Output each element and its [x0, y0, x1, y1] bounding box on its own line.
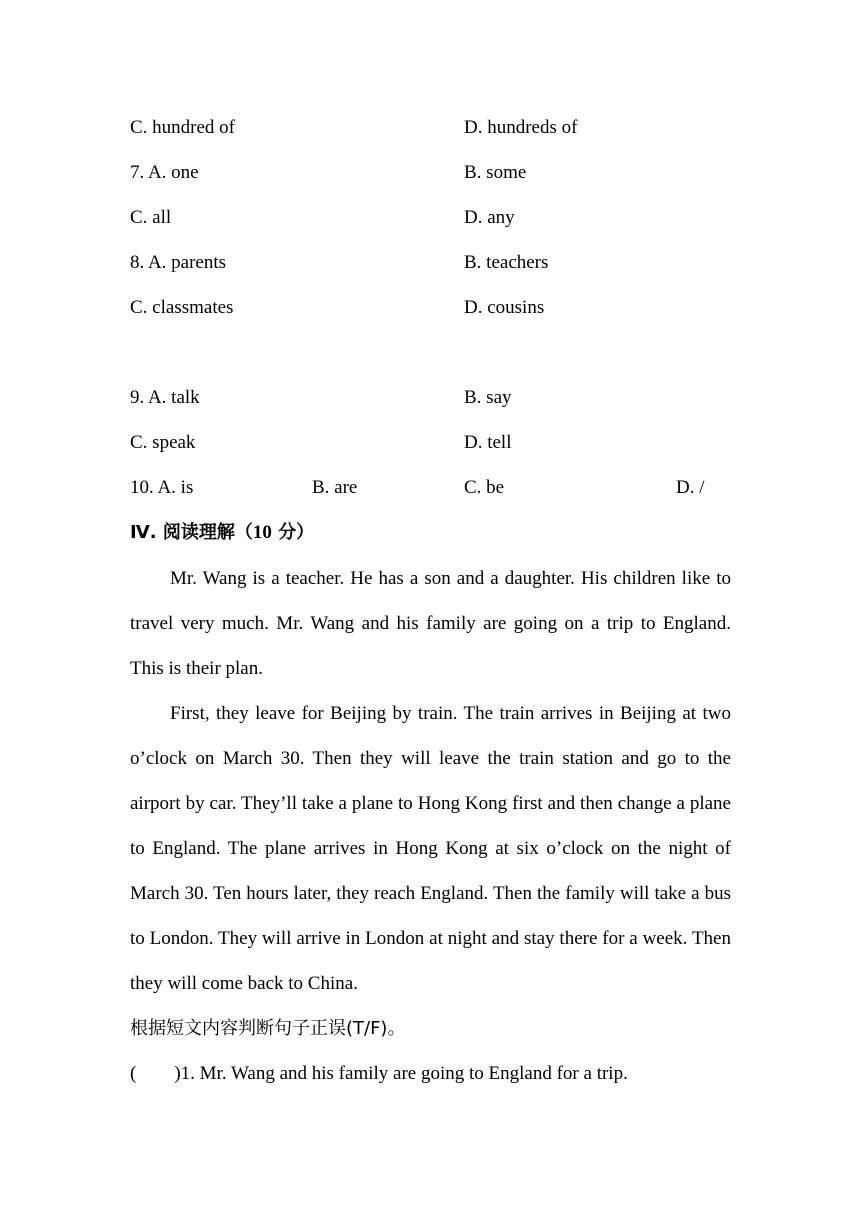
option-right: D. tell — [464, 432, 512, 453]
option-left: C. speak — [130, 432, 196, 453]
option-left: 9. A. talk — [130, 387, 200, 408]
section-title: Ⅳ. 阅读理解（ — [130, 522, 253, 543]
section-points: 10 — [252, 522, 272, 543]
question-1 — [130, 1062, 628, 1086]
option-right: D. hundreds of — [464, 117, 578, 138]
option-b: B. are — [312, 477, 358, 498]
option-right: D. cousins — [464, 297, 545, 318]
question-text: 1. Mr. Wang and his family are going to England for a trip. — [180, 1063, 628, 1084]
instruction: 根据短文内容判断句子正误(T/F)。 — [130, 1018, 406, 1039]
option-right: B. some — [464, 162, 527, 183]
option-d: D. / — [676, 477, 705, 498]
passage-paragraph-2: First, they leave for Beijing by train. The train arrives in Beijing at two o’clock on March 30. Then they will leave the train station and go to the airport by car. They’ll take a plane to Hong Kong first and then change a plane to England. The plane arrives in Hong Kong at six o’clock on the night of March 30. Ten hours later, they reach England. Then the family will take a bus to London. They will arrive in London at night and stay there for a week. Then they will come back to China. — [130, 703, 731, 994]
option-left: C. all — [130, 207, 172, 228]
option-right: D. any — [464, 207, 515, 228]
option-right: B. teachers — [464, 252, 549, 273]
option-right: B. say — [464, 387, 512, 408]
passage-paragraph-1: Mr. Wang is a teacher. He has a son and a daughter. His children like to travel very much. Mr. Wang and his family are going on a trip to England. This is their plan. — [130, 568, 731, 679]
option-c: C. be — [464, 477, 505, 498]
option-left: C. classmates — [130, 297, 234, 318]
option-left: C. hundred of — [130, 117, 236, 138]
option-a: 10. A. is — [130, 477, 194, 498]
section-title-end: 分） — [271, 522, 315, 543]
option-left: 8. A. parents — [130, 252, 227, 273]
option-left: 7. A. one — [130, 162, 199, 183]
section-heading — [130, 521, 314, 545]
answer-blank: ( ) — [130, 1063, 181, 1084]
